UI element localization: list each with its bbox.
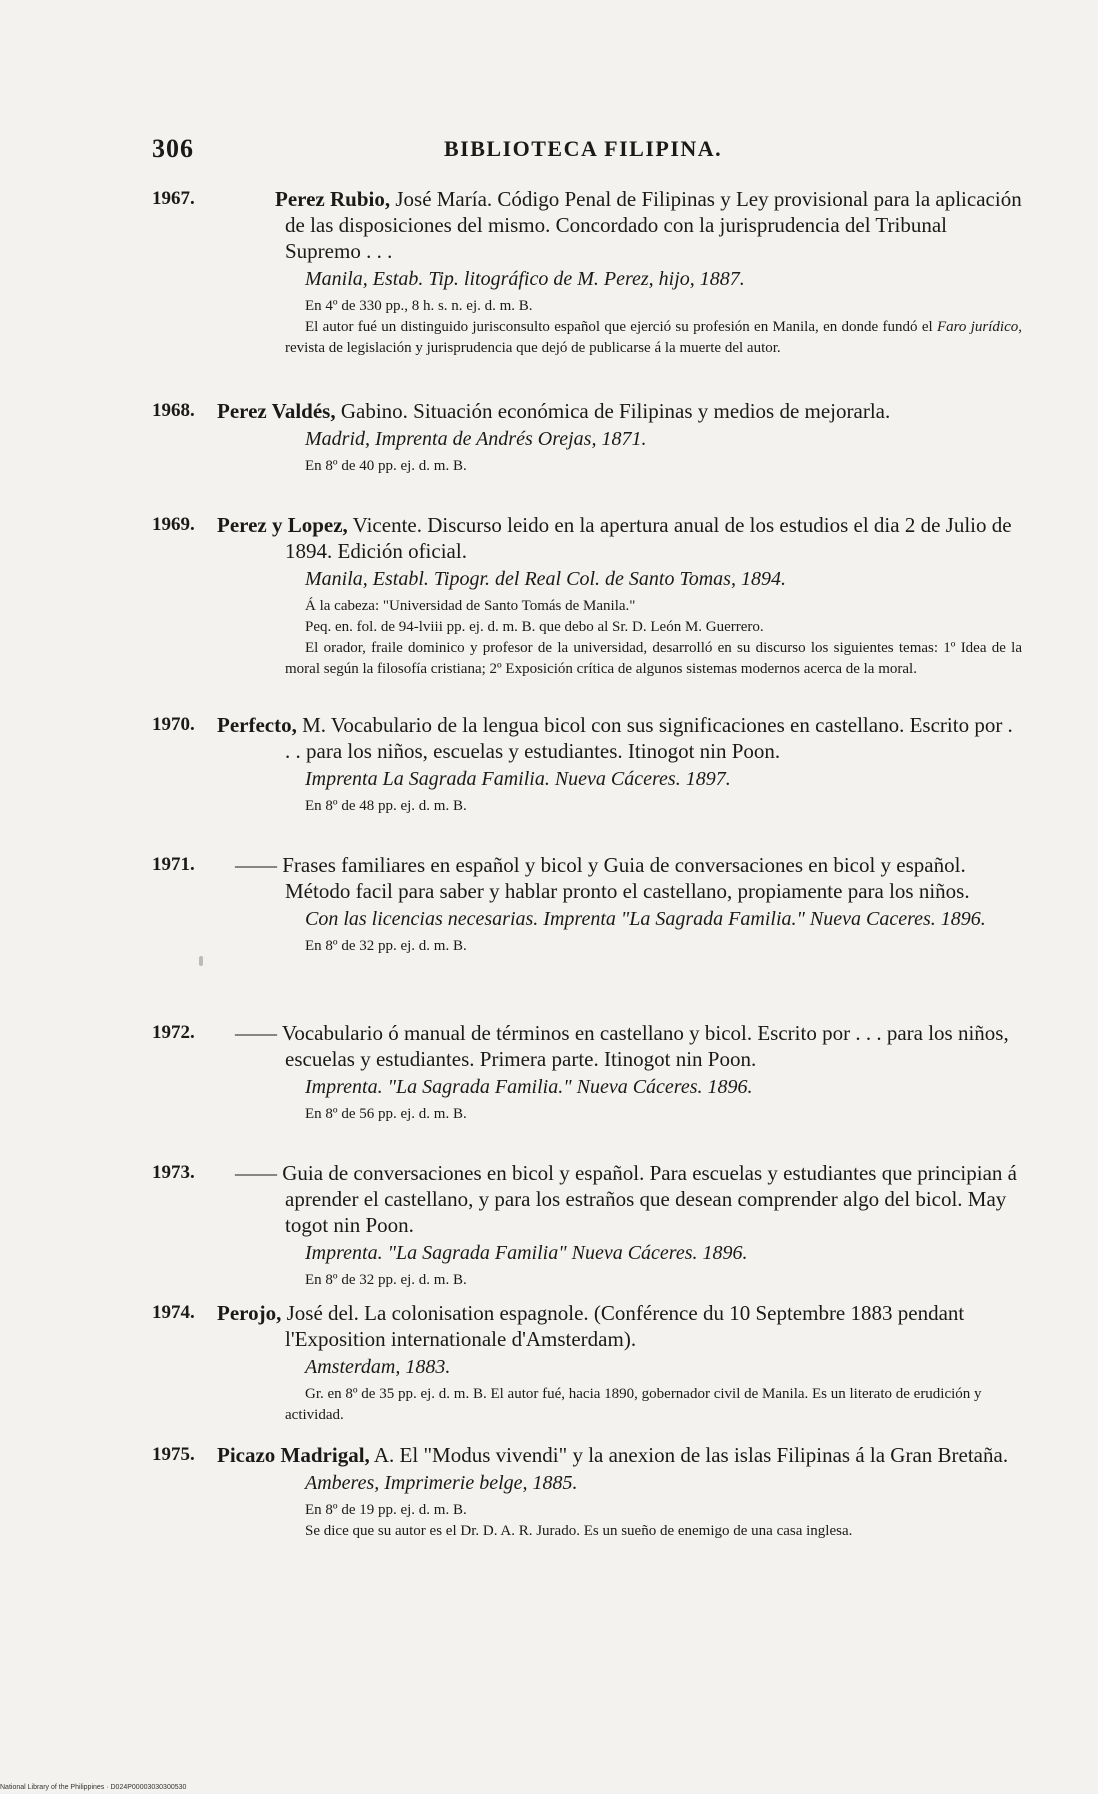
entry-author: Perfecto, — [217, 713, 297, 737]
entry-physical-description: En 8º de 40 pp. ej. d. m. B. — [305, 458, 467, 474]
entry-author: Perez Valdés, — [217, 399, 336, 423]
entry-body — [217, 1020, 1022, 1125]
entry-number: 1971. — [152, 854, 195, 875]
entry-imprint: Con las licencias necesarias. Imprenta "La Sagrada Familia." Nueva Caceres. 1896. — [305, 908, 986, 930]
page-header — [152, 134, 772, 168]
entry-number: 1968. — [152, 400, 195, 421]
page-number: 306 — [152, 134, 194, 163]
entry-note: Se dice que su autor es el Dr. D. A. R. Jurado. Es un sueño de enemigo de una casa inglesa. — [305, 1523, 853, 1539]
scan-source-label: National Library of the Philippines · D024P00003030300530 — [0, 1784, 187, 1791]
entry-body — [217, 512, 1022, 680]
entry-imprint: Imprenta La Sagrada Familia. Nueva Cáceres. 1897. — [305, 768, 731, 790]
entry-body — [217, 1300, 1022, 1426]
entry-description: Frases familiares en español y bicol y Guia de conversaciones en bicol y español. Método facil para saber y hablar pronto el castellano, propiamente para los niños. — [277, 853, 970, 903]
entry-description: Vicente. Discurso leido en la apertura anual de los estudios el dia 2 de Julio de 1894. Edición oficial. — [285, 513, 1012, 563]
entry-author: Picazo Madrigal, — [217, 1443, 370, 1467]
entry-body — [217, 398, 1022, 477]
entry-imprint: Manila, Establ. Tipogr. del Real Col. de Santo Tomas, 1894. — [305, 568, 786, 590]
ditto-dash: —— — [235, 853, 277, 877]
entry-imprint: Imprenta. "La Sagrada Familia" Nueva Cáceres. 1896. — [305, 1242, 748, 1264]
entry-imprint: Amsterdam, 1883. — [305, 1356, 451, 1378]
scan-speck — [199, 956, 203, 966]
entry-text — [217, 1160, 1022, 1238]
entry-number: 1970. — [152, 714, 195, 735]
entry-number: 1967. — [152, 188, 195, 209]
entry-physical-description: En 8º de 32 pp. ej. d. m. B. — [305, 938, 467, 954]
entry-text — [217, 712, 1022, 764]
entry-text — [217, 398, 1022, 424]
entry-physical-description-2: Peq. en. fol. de 94-lviii pp. ej. d. m. B. que debo al Sr. D. León M. Guerrero. — [305, 619, 764, 635]
entry-body — [217, 712, 1022, 817]
entry-physical-description: En 4º de 330 pp., 8 h. s. n. ej. d. m. B. — [305, 298, 533, 314]
entry-text — [217, 512, 1022, 564]
entry-body — [217, 1160, 1022, 1291]
entry-physical-description: En 8º de 19 pp. ej. d. m. B. — [305, 1502, 467, 1518]
entry-text — [217, 1442, 1022, 1468]
entry-description: M. Vocabulario de la lengua bicol con sus significaciones en castellano. Escrito por . . . para los niños, escuelas y estudiantes. Itinogot nin Poon. — [285, 713, 1013, 763]
entry-note: El orador, fraile dominico y profesor de la universidad, desarrolló en su discurso los siguientes temas: 1º Idea de la moral según la filosofía cristiana; 2º Exposición crítica de algunos sistemas modernos acerca de la moral. — [285, 640, 1022, 677]
entry-description: Guia de conversaciones en bicol y español. Para escuelas y estudiantes que principian á aprender el castellano, y para los estraños que desean comprender algo del bicol. May togot nin Poon. — [277, 1161, 1017, 1237]
entry-body — [217, 1442, 1022, 1542]
note-journal-title: Faro jurídico — [936, 319, 1019, 335]
entry-text — [217, 1020, 1022, 1072]
entry-description: Vocabulario ó manual de términos en castellano y bicol. Escrito por . . . para los niños, escuelas y estudiantes. Primera parte. Itinogot nin Poon. — [277, 1021, 1009, 1071]
ditto-dash: —— — [235, 1161, 277, 1185]
entry-number: 1969. — [152, 514, 195, 535]
entry-note — [217, 317, 1022, 359]
entry-physical-description: En 8º de 56 pp. ej. d. m. B. — [305, 1106, 467, 1122]
entry-physical-description: En 8º de 32 pp. ej. d. m. B. — [305, 1272, 467, 1288]
running-title: BIBLIOTECA FILIPINA. — [444, 136, 723, 161]
entry-author: Perez y Lopez, — [217, 513, 348, 537]
note-text: El autor fué un distinguido jurisconsulto español que ejerció su profesión en Manila, en donde fundó el — [305, 319, 937, 335]
entry-physical-description: Á la cabeza: "Universidad de Santo Tomás de Manila." — [305, 598, 636, 614]
ditto-dash: —— — [235, 1021, 277, 1045]
entry-number: 1975. — [152, 1444, 195, 1465]
entry-description: A. El "Modus vivendi" y la anexion de las islas Filipinas á la Gran Bretaña. — [369, 1443, 1009, 1467]
entry-body — [217, 852, 1022, 957]
entry-imprint: Imprenta. "La Sagrada Familia." Nueva Cáceres. 1896. — [305, 1076, 753, 1098]
entry-number: 1974. — [152, 1302, 195, 1323]
entry-imprint: Amberes, Imprimerie belge, 1885. — [305, 1472, 578, 1494]
entry-description: José del. La colonisation espagnole. (Conférence du 10 Septembre 1883 pendant l'Exposition internationale d'Amsterdam). — [281, 1301, 965, 1351]
entry-author: Perez Rubio, — [275, 187, 391, 211]
entry-description: Gabino. Situación económica de Filipinas y medios de mejorarla. — [335, 399, 891, 423]
entry-body — [217, 186, 1022, 359]
entry-number: 1973. — [152, 1162, 195, 1183]
entry-text — [217, 186, 1022, 264]
entry-imprint: Manila, Estab. Tip. litográfico de M. Perez, hijo, 1887. — [305, 268, 745, 290]
entry-imprint: Madrid, Imprenta de Andrés Orejas, 1871. — [305, 428, 647, 450]
entry-physical-description: En 8º de 48 pp. ej. d. m. B. — [305, 798, 467, 814]
entry-description: José María. Código Penal de Filipinas y Ley provisional para la aplicación de las disposiciones del mismo. Concordado con la jurisprudencia del Tribunal Supremo . . . — [285, 187, 1022, 263]
entry-number: 1972. — [152, 1022, 195, 1043]
entry-physical-description: Gr. en 8º de 35 pp. ej. d. m. B. El autor fué, hacia 1890, gobernador civil de Manila. Es un literato de erudición y actividad. — [285, 1386, 982, 1423]
entry-text — [217, 852, 1022, 904]
note-text-end: , revista de legislación y jurisprudencia que dejó de publicarse á la muerte del autor. — [285, 319, 1022, 356]
entry-text — [217, 1300, 1022, 1352]
entry-author: Perojo, — [217, 1301, 282, 1325]
